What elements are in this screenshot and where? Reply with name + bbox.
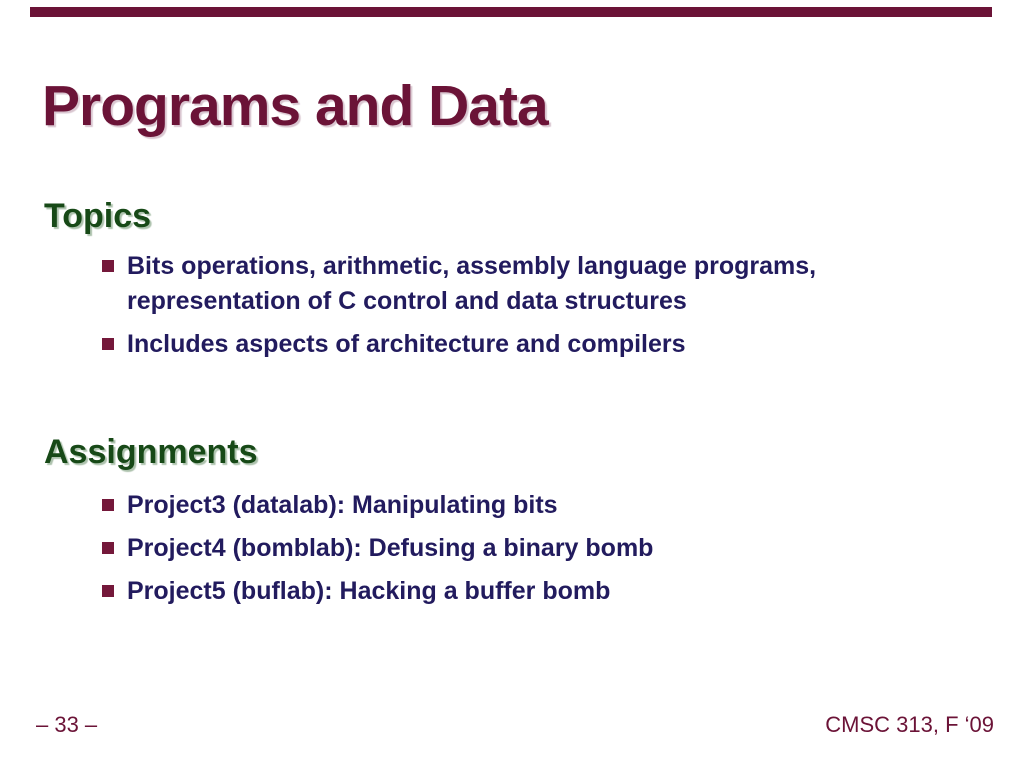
list-item bbox=[102, 488, 653, 522]
topics-bullet-list bbox=[44, 249, 947, 362]
bullet-text: Bits operations, arithmetic, assembly language programs, representation of C control and data structures bbox=[127, 252, 817, 315]
slide-title: Programs and Data bbox=[42, 74, 548, 139]
bullet-text: Project4 (bomblab): Defusing a binary bomb bbox=[127, 534, 654, 562]
bullet-square-icon bbox=[102, 499, 114, 511]
bullet-square-icon bbox=[102, 260, 114, 272]
section-heading-assignments: Assignments bbox=[44, 433, 258, 471]
bullet-square-icon bbox=[102, 542, 114, 554]
section-heading-topics: Topics bbox=[44, 197, 152, 235]
bullet-text: Project3 (datalab): Manipulating bits bbox=[127, 491, 558, 519]
section-topics bbox=[44, 196, 947, 370]
page-number: – 33 – bbox=[36, 712, 98, 737]
list-item bbox=[102, 249, 947, 319]
section-assignments bbox=[44, 432, 653, 617]
bullet-square-icon bbox=[102, 585, 114, 597]
bullet-square-icon bbox=[102, 338, 114, 350]
bullet-text: Project5 (buflab): Hacking a buffer bomb bbox=[127, 577, 611, 605]
list-item bbox=[102, 327, 947, 362]
bullet-text: Includes aspects of architecture and compilers bbox=[127, 330, 686, 358]
list-item bbox=[102, 574, 653, 608]
course-label: CMSC 313, F ‘09 bbox=[825, 712, 994, 737]
list-item bbox=[102, 531, 653, 565]
assignments-bullet-list bbox=[44, 488, 653, 608]
top-accent-bar bbox=[30, 7, 992, 17]
